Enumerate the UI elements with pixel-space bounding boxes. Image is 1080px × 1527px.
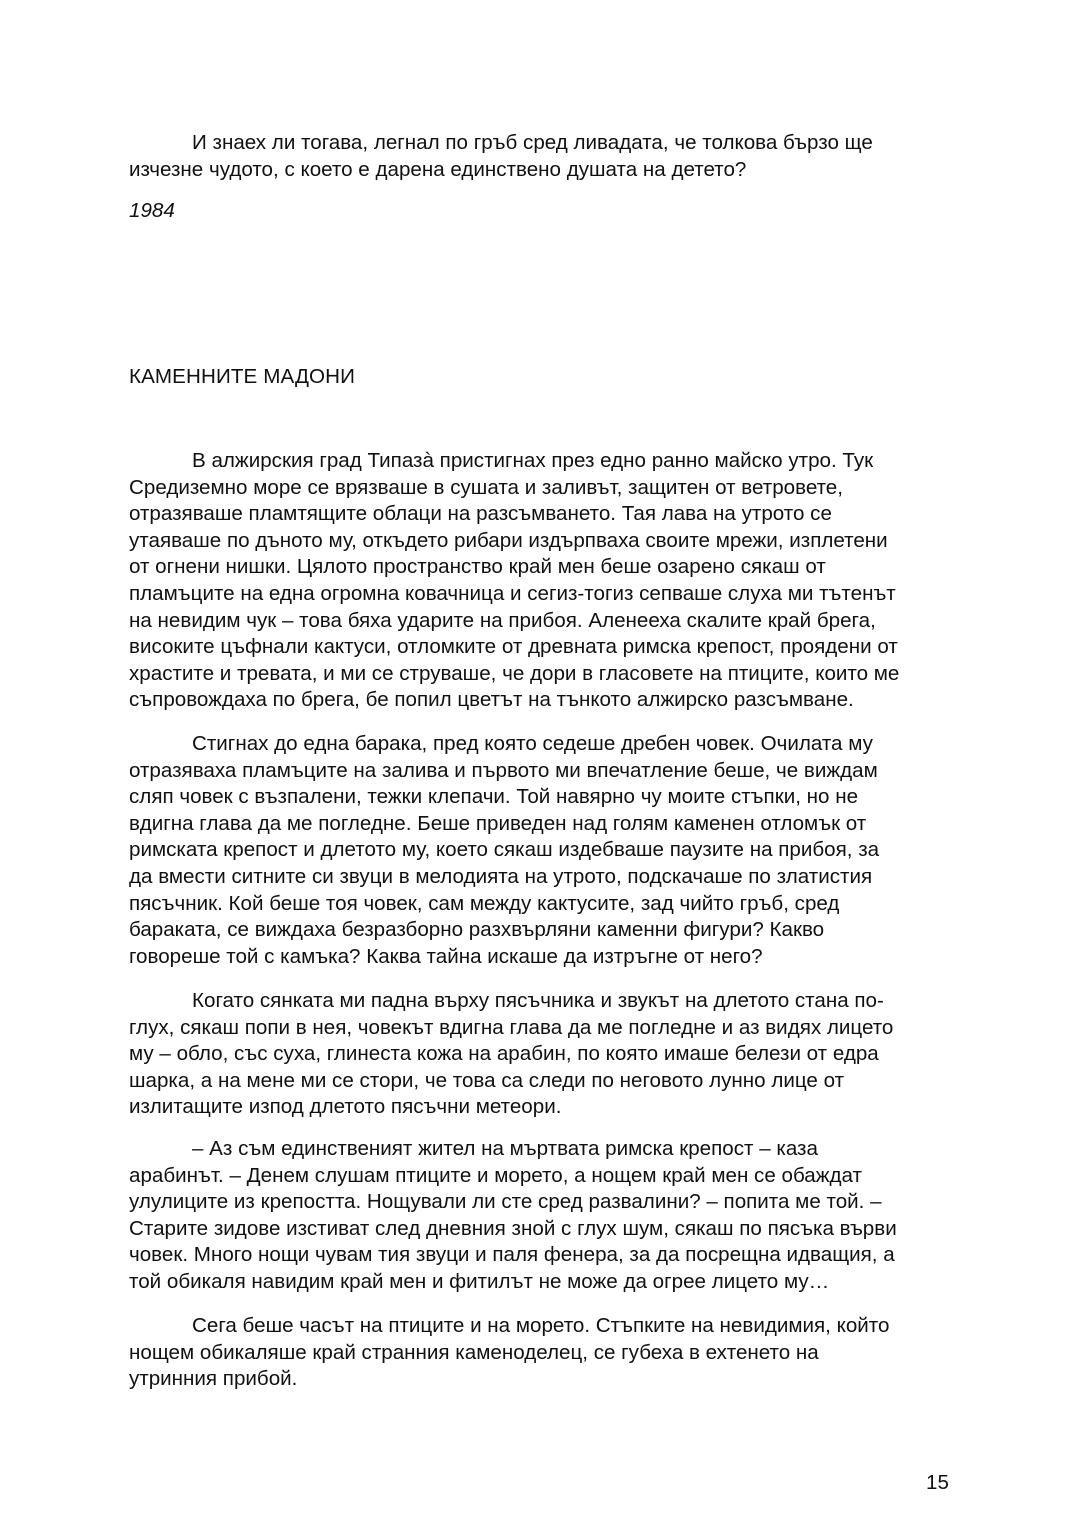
paragraph-2 (129, 731, 959, 970)
text-line: високите цъфнали кактуси, отломките от древната римска крепост, проядени от (129, 635, 898, 659)
text-line: да вмести ситните си звуци в мелодията на утрото, подскачаше по златистия (129, 864, 873, 888)
text-line: съпровождаха по брега, бе попил цветът на тънкото алжирско разсъмване. (129, 688, 854, 712)
text-line: – Аз съм единственият жител на мъртвата римска крепост – каза (192, 1137, 818, 1160)
paragraph-5 (129, 1313, 959, 1393)
text-line: В алжирския град Типазà пристигнах през едно ранно майско утро. Тук (192, 449, 874, 472)
text-line: утаяваше по дъното му, откъдето рибари издърпваха своите мрежи, изплетени (129, 528, 888, 552)
text-line: Когато сянката ми падна върху пясъчника и звукът на длетото стана по- (192, 989, 884, 1012)
page-number: 15 (926, 1471, 949, 1494)
text-line: излитащите изпод длетото пясъчни метеори. (129, 1095, 562, 1119)
text-line: пясъчник. Кой беше тоя човек, сам между кактусите, зад чийто гръб, сред (129, 891, 840, 915)
paragraph-1 (129, 448, 959, 714)
text-line: Сега беше часът на птиците и на морето. Стъпките на невидимия, който (192, 1314, 890, 1337)
text-line: улулиците из крепостта. Нощували ли сте сред развалини? – попита ме той. – (129, 1190, 882, 1214)
text-line: утринния прибой. (129, 1367, 298, 1391)
text-line: И знаех ли тогава, легнал по гръб сред ливадата, че толкова бързо ще (192, 131, 873, 154)
text-line: на невидим чук – това бяха ударите на прибоя. Аленееха скалите край брега, (129, 608, 876, 632)
text-line: шарка, а на мене ми се стори, че това са следи по неговото лунно лице от (129, 1068, 845, 1092)
text-line: арабинът. – Денем слушам птиците и морето, а нощем край мен се обаждат (129, 1163, 862, 1187)
paragraph-3 (129, 988, 959, 1121)
text-line: храстите и тревата, и ми се струваше, че дори в гласовете на птиците, които ме (129, 661, 900, 685)
text-line: от огнени нишки. Цялото пространство край мен беше озарено сякаш от (129, 555, 826, 579)
text-line: Старите зидове изстиват след дневния зной с глух шум, сякаш по пясъка върви (129, 1216, 897, 1240)
text-line: Средиземно море се врязваше в сушата и заливът, защитен от ветровете, (129, 475, 843, 499)
text-line: сляп човек с възпалени, тежки клепачи. Той навярно чу моите стъпки, но не (129, 785, 859, 809)
year-signature: 1984 (129, 199, 175, 222)
text-line: му – обло, със суха, глинеста кожа на арабин, по която имаше белези от едра (129, 1042, 879, 1066)
text-line: отразяваха пламъците на залива и първото ми впечатление беше, че виждам (129, 758, 878, 782)
text-line: говореше той с камъка? Каква тайна искаше да изтръгне от него? (129, 944, 763, 968)
paragraph-4 (129, 1136, 959, 1296)
text-line: глух, сякаш попи в нея, човекът вдигна глава да ме погледне и аз видях лицето (129, 1015, 894, 1039)
text-line: Стигнах до една барака, пред която седеше дребен човек. Очилата му (192, 732, 873, 755)
text-line: отразяваше пламтящите облаци на разсъмването. Тая лава на утрото се (129, 502, 832, 526)
text-line: пламъците на една огромна ковачница и сегиз-тогиз сепваше слуха ми тътенът (129, 581, 896, 605)
section-title: КАМЕННИТЕ МАДОНИ (129, 365, 356, 388)
text-line: римската крепост и длетото му, което сякаш издебваше паузите на прибоя, за (129, 838, 880, 862)
text-line: бараката, се виждаха безразборно разхвърляни каменни фигури? Какво (129, 918, 825, 942)
text-line: вдигна глава да ме погледне. Беше приведен над голям каменен отломък от (129, 811, 867, 835)
text-line: той обикаля навидим край мен и фитилът не може да огрее лицето му… (129, 1269, 830, 1293)
text-line: човек. Много нощи чувам тия звуци и паля фенера, за да посрещна идващия, а (129, 1243, 895, 1267)
closing-paragraph (129, 130, 959, 183)
text-line: изчезне чудото, с което е дарена единствено душата на детето? (129, 157, 747, 181)
text-line: нощем обикаляше край странния каменоделец, се губеха в ехтенето на (129, 1340, 819, 1364)
